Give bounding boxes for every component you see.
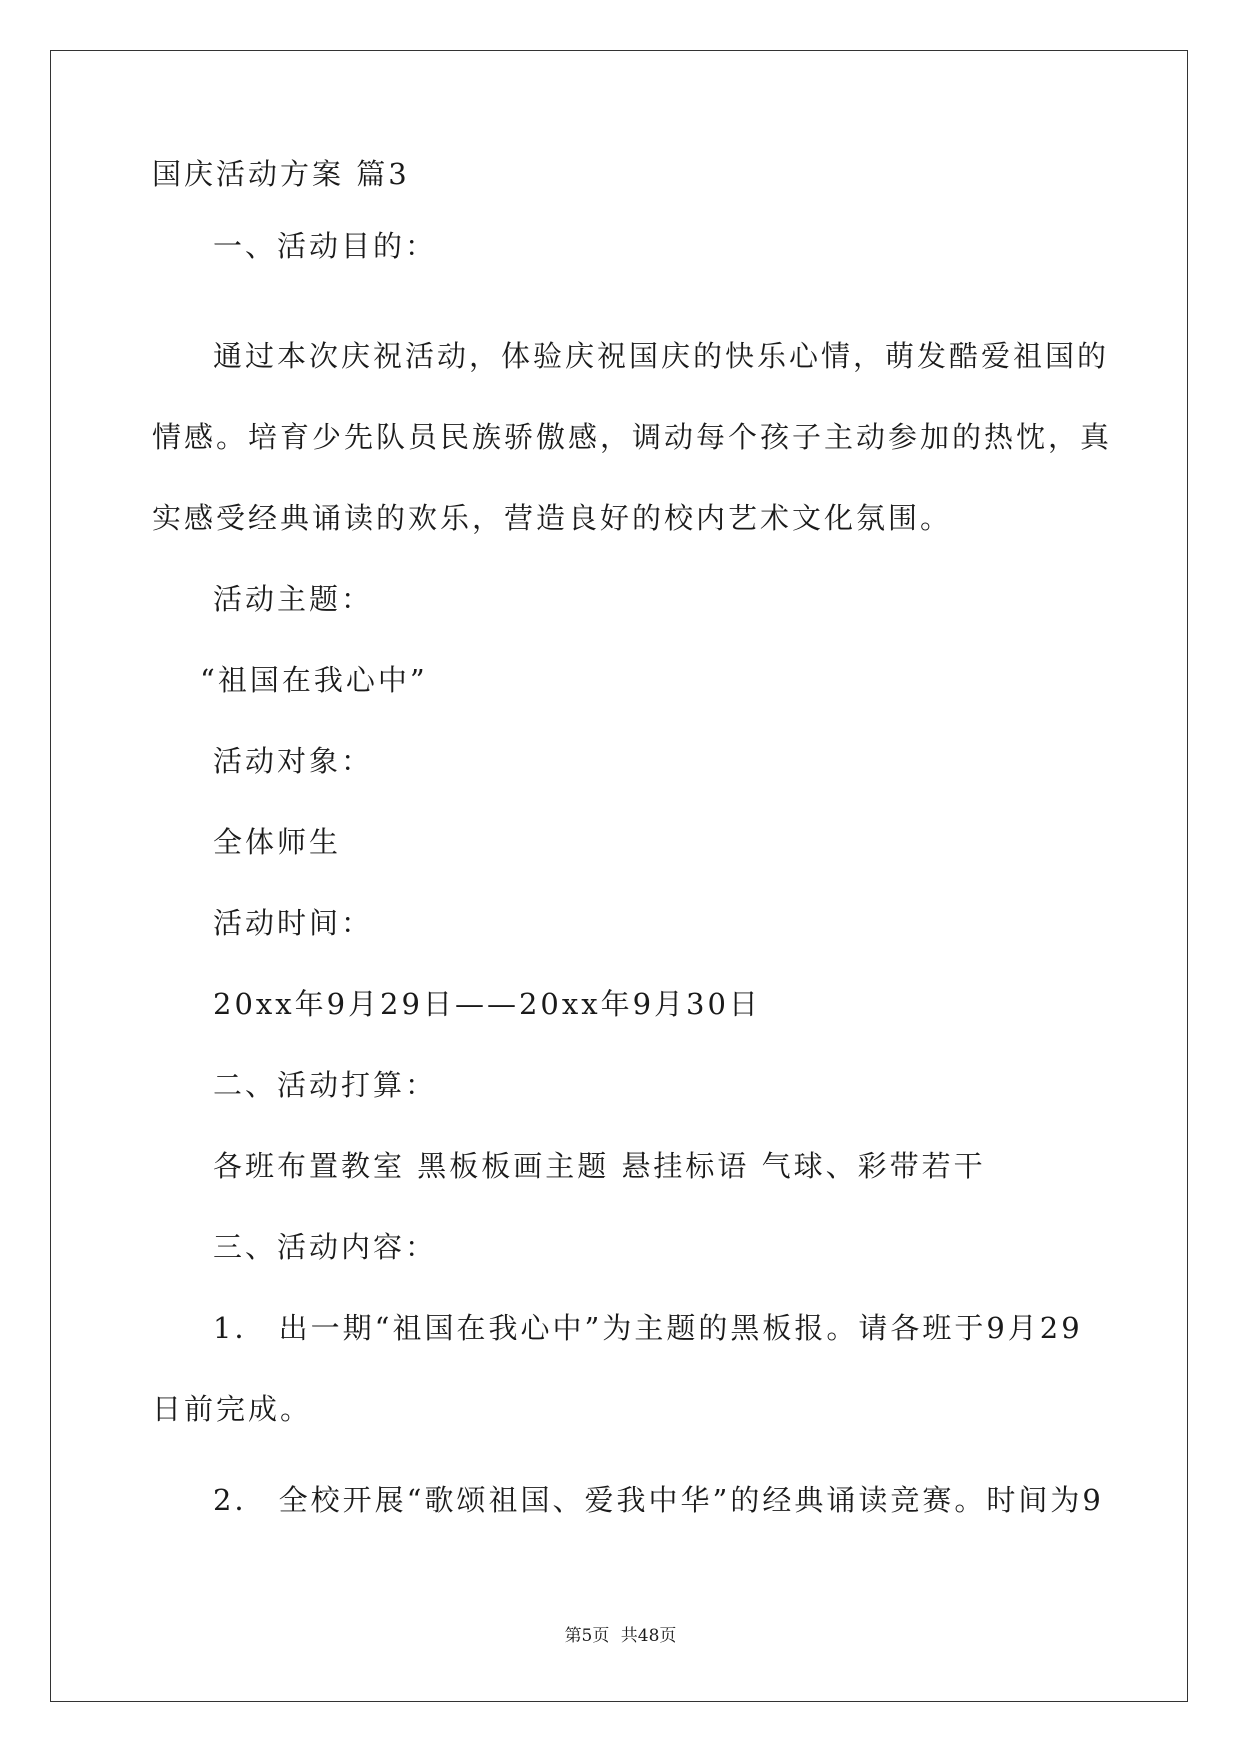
preparation-value: 各班布置教室 黑板板画主题 悬挂标语 气球、彩带若干 bbox=[213, 1149, 986, 1183]
page-footer bbox=[0, 1625, 1241, 1647]
heading-time: 活动时间： bbox=[213, 906, 374, 940]
content-item-1-continued: 日前完成。 bbox=[152, 1392, 313, 1426]
content-item-2: 2． 全校开展“歌颂祖国、爱我中华”的经典诵读竞赛。时间为9 bbox=[213, 1483, 1104, 1517]
time-value: 20xx年9月29日——20xx年9月30日 bbox=[213, 987, 761, 1021]
content-item-1: 1． 出一期“祖国在我心中”为主题的黑板报。请各班于9月29 bbox=[213, 1311, 1083, 1345]
audience-value: 全体师生 bbox=[213, 825, 342, 859]
page-border bbox=[50, 50, 1188, 1702]
page-total: 共48页 bbox=[620, 1626, 677, 1646]
page-number: 第5页 bbox=[564, 1626, 610, 1646]
theme-value: “祖国在我心中” bbox=[200, 663, 428, 697]
paragraph-line: 情感。培育少先队员民族骄傲感，调动每个孩子主动参加的热忱，真 bbox=[152, 420, 1113, 454]
heading-audience: 活动对象： bbox=[213, 744, 374, 778]
heading-preparation: 二、活动打算： bbox=[213, 1068, 438, 1102]
section-title: 国庆活动方案 篇3 bbox=[152, 157, 410, 191]
paragraph-line: 实感受经典诵读的欢乐，营造良好的校内艺术文化氛围。 bbox=[152, 501, 953, 535]
heading-content: 三、活动内容： bbox=[213, 1230, 438, 1264]
heading-theme: 活动主题： bbox=[213, 582, 374, 616]
paragraph-line: 通过本次庆祝活动，体验庆祝国庆的快乐心情，萌发酷爱祖国的 bbox=[213, 339, 1110, 373]
heading-purpose: 一、活动目的： bbox=[213, 229, 438, 263]
